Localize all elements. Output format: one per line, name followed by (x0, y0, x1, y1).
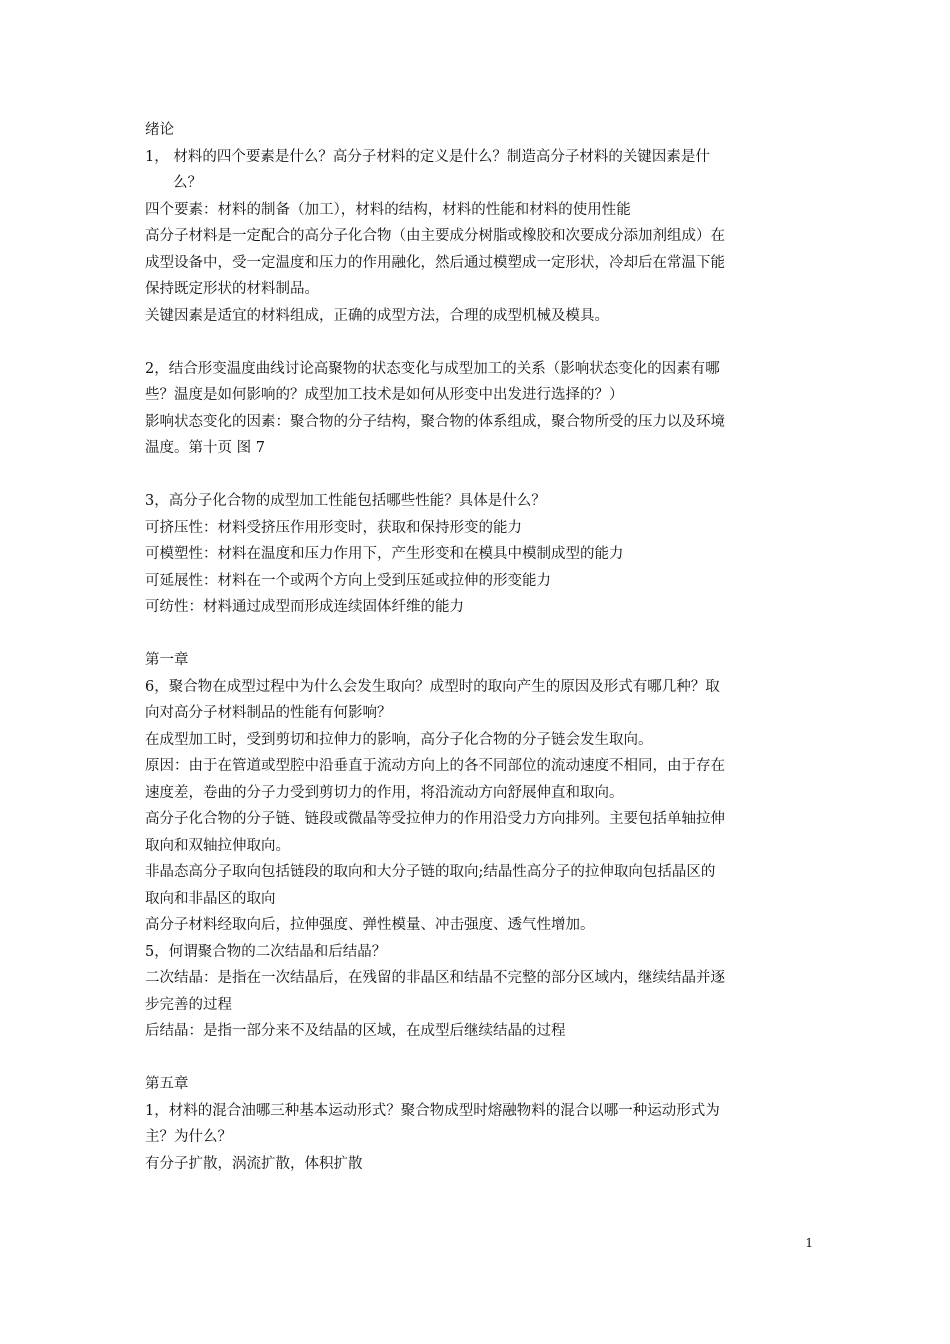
text-line: 可模塑性：材料在温度和压力作用下，产生形变和在模具中模制成型的能力 (145, 546, 624, 562)
text-line: 影响状态变化的因素：聚合物的分子结构，聚合物的体系组成，聚合物所受的压力以及环境 (145, 413, 725, 430)
blank-line (145, 329, 813, 356)
text-line: 原因：由于在管道或型腔中沿垂直于流动方向上的各不同部位的流动速度不相同，由于存在 (145, 758, 725, 774)
text-line: 5，何谓聚合物的二次结晶和后结晶？ (145, 943, 387, 960)
text-line: 3，高分子化合物的成型加工性能包括哪些性能？具体是什么？ (145, 493, 546, 509)
text-line: 主？为什么？ (145, 1129, 232, 1145)
text-line: 可纺性：材料通过成型而形成连续固体纤维的能力 (145, 599, 464, 615)
text-line: 速度差，卷曲的分子力受到剪切力的作用，将沿流动方向舒展伸直和取向。 (145, 784, 624, 801)
text-line: 可挤压性：材料受挤压作用形变时，获取和保持形变的能力 (145, 519, 522, 536)
text-line: 2，结合形变温度曲线讨论高聚物的状态变化与成型加工的关系（影响状态变化的因素有哪 (145, 360, 720, 377)
text-line: 在成型加工时，受到剪切和拉伸力的影响，高分子化合物的分子链会发生取向。 (145, 731, 653, 748)
text-line: 绪论 (145, 122, 174, 138)
text-line: 6，聚合物在成型过程中为什么会发生取向？成型时的取向产生的原因及形式有哪几种？取 (145, 678, 720, 695)
text-line: 有分子扩散，涡流扩散，体积扩散 (145, 1155, 363, 1172)
document-body (145, 117, 813, 1177)
blank-line (145, 1045, 813, 1072)
text-line: 取向和非晶区的取向 (145, 890, 276, 907)
text-line: 关键因素是适宜的材料组成，正确的成型方法，合理的成型机械及模具。 (145, 307, 609, 324)
text-line: 1， 材料的四个要素是什么？高分子材料的定义是什么？制造高分子材料的关键因素是什 (145, 148, 710, 165)
text-line: 么？ (173, 175, 202, 191)
text-line: 1，材料的混合油哪三种基本运动形式？聚合物成型时熔融物料的混合以哪一种运动形式为 (145, 1102, 720, 1119)
text-line: 二次结晶：是指在一次结晶后，在残留的非晶区和结晶不完整的部分区域内，继续结晶并逐 (145, 970, 725, 986)
text-line: 些？温度是如何影响的？成型加工技术是如何从形变中出发进行选择的？） (145, 387, 624, 403)
text-line: 第五章 (145, 1076, 189, 1092)
text-line: 高分子材料经取向后，拉伸强度、弹性模量、冲击强度、透气性增加。 (145, 917, 595, 933)
text-line: 取向和双轴拉伸取向。 (145, 837, 290, 854)
text-line: 高分子材料是一定配合的高分子化合物（由主要成分树脂或橡胶和次要成分添加剂组成）在 (145, 228, 725, 244)
blank-line (145, 462, 813, 489)
text-line: 非晶态高分子取向包括链段的取向和大分子链的取向;结晶性高分子的拉伸取向包括晶区的 (145, 864, 716, 880)
blank-line (145, 621, 813, 648)
text-line: 高分子化合物的分子链、链段或微晶等受拉伸力的作用沿受力方向排列。主要包括单轴拉伸 (145, 811, 725, 827)
text-line: 保持既定形状的材料制品。 (145, 281, 319, 297)
page-number: 1 (805, 1236, 813, 1250)
text-line: 步完善的过程 (145, 996, 232, 1013)
text-line: 可延展性：材料在一个或两个方向上受到压延或拉伸的形变能力 (145, 572, 551, 589)
text-line: 向对高分子材料制品的性能有何影响？ (145, 705, 392, 721)
text-line: 成型设备中，受一定温度和压力的作用融化，然后通过模塑成一定形状，冷却后在常温下能 (145, 254, 725, 271)
text-line: 四个要素：材料的制备（加工），材料的结构，材料的性能和材料的使用性能 (145, 201, 631, 218)
text-line: 第一章 (145, 652, 189, 668)
text-line: 温度。第十页 图 7 (145, 440, 265, 456)
text-line: 后结晶：是指一部分来不及结晶的区域，在成型后继续结晶的过程 (145, 1023, 566, 1039)
